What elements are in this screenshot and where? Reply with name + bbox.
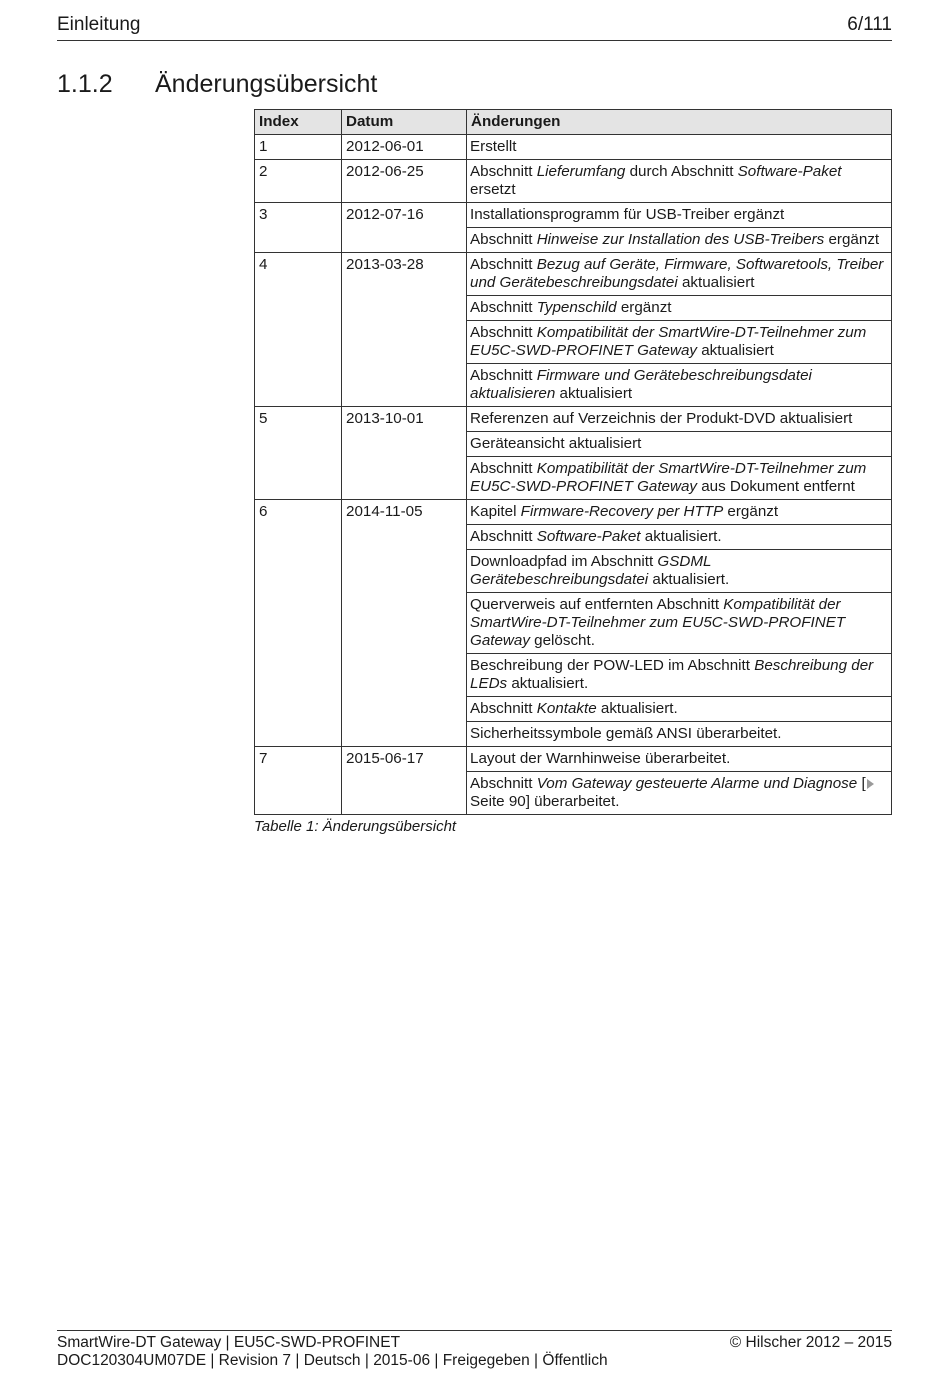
change-cell [467, 654, 892, 697]
change-text: aktualisiert [697, 342, 774, 359]
change-cell [467, 500, 892, 525]
date-cell: 2015-06-17 [342, 747, 467, 815]
change-text: durch Abschnitt [625, 163, 738, 180]
table-row [255, 203, 892, 228]
change-text: Erstellt [470, 138, 517, 155]
index-cell: 3 [255, 203, 342, 253]
section-reference: Lieferumfang [536, 163, 626, 180]
header-date: Datum [342, 110, 467, 135]
change-text: gelöscht. [529, 632, 595, 649]
index-cell: 2 [255, 160, 342, 203]
table-caption: Tabelle 1: Änderungsübersicht [254, 818, 457, 835]
change-text: aus Dokument entfernt [697, 478, 855, 495]
date-cell: 2012-06-01 [342, 135, 467, 160]
change-text: Abschnitt [470, 256, 537, 273]
header-changes: Änderungen [467, 110, 892, 135]
page-header [57, 14, 892, 41]
section-reference: Vom Gateway gesteuerte Alarme und Diagnose [536, 775, 858, 792]
section-reference: GSDML Gerätebeschreibungsdatei [470, 553, 712, 588]
footer-product: SmartWire-DT Gateway | EU5C-SWD-PROFINET [57, 1334, 401, 1351]
table-body [255, 135, 892, 815]
change-text: Geräteansicht aktualisiert [470, 435, 642, 452]
change-cell [467, 525, 892, 550]
table-row [255, 135, 892, 160]
change-text: aktualisiert. [648, 571, 730, 588]
change-text: Abschnitt [470, 231, 537, 248]
change-cell [467, 550, 892, 593]
change-text: Abschnitt [470, 528, 537, 545]
change-text: Abschnitt [470, 460, 537, 477]
change-text: aktualisiert. [640, 528, 722, 545]
section-reference: Beschreibung der LEDs [470, 657, 874, 692]
section-title: Änderungsübersicht [155, 70, 378, 98]
change-text: Downloadpfad im Abschnitt [470, 553, 658, 570]
change-text: Kapitel [470, 503, 521, 520]
date-cell: 2012-07-16 [342, 203, 467, 253]
footer-copyright: © Hilscher 2012 – 2015 [729, 1334, 892, 1351]
section-reference: Firmware und Gerätebeschreibungsdatei aktualisieren [470, 367, 812, 402]
change-cell [467, 203, 892, 228]
change-cell [467, 593, 892, 654]
table-row [255, 253, 892, 296]
index-cell: 6 [255, 500, 342, 747]
section-reference: Kompatibilität der SmartWire-DT-Teilnehmer zum EU5C-SWD-PROFINET Gateway [470, 324, 867, 359]
section-heading [57, 70, 377, 99]
date-cell: 2014-11-05 [342, 500, 467, 747]
change-cell [467, 457, 892, 500]
section-reference: Software-Paket [737, 163, 842, 180]
change-text: aktualisiert. [596, 700, 678, 717]
change-cell [467, 772, 892, 815]
section-reference: Kompatibilität der SmartWire-DT-Teilnehmer zum EU5C-SWD-PROFINET Gateway [470, 596, 846, 649]
change-text: Abschnitt [470, 163, 537, 180]
change-history-table [254, 109, 892, 815]
change-cell [467, 228, 892, 253]
section-reference: Kompatibilität der SmartWire-DT-Teilnehmer zum EU5C-SWD-PROFINET Gateway [470, 460, 867, 495]
change-cell [467, 364, 892, 407]
chapter-title: Einleitung [57, 14, 141, 35]
page-footer [57, 1330, 892, 1370]
date-cell: 2013-03-28 [342, 253, 467, 407]
change-cell [467, 407, 892, 432]
change-text: Beschreibung der POW-LED im Abschnitt [470, 657, 755, 674]
change-text: ergänzt [723, 503, 779, 520]
index-cell: 5 [255, 407, 342, 500]
change-text: Layout der Warnhinweise überarbeitet. [470, 750, 731, 767]
date-cell: 2012-06-25 [342, 160, 467, 203]
change-text: ergänzt [824, 231, 880, 248]
section-reference: Hinweise zur Installation des USB-Treibers [536, 231, 825, 248]
change-text: [ [857, 775, 866, 792]
table-row [255, 500, 892, 525]
change-text: Abschnitt [470, 367, 537, 384]
change-cell [467, 722, 892, 747]
change-text: Referenzen auf Verzeichnis der Produkt-DVD aktualisiert [470, 410, 853, 427]
change-text: Abschnitt [470, 299, 537, 316]
table-row [255, 747, 892, 772]
index-cell: 4 [255, 253, 342, 407]
change-text: ergänzt [616, 299, 672, 316]
cross-reference-arrow-icon[interactable] [867, 779, 874, 789]
page-number: 6/111 [847, 14, 892, 35]
footer-document-info: DOC120304UM07DE | Revision 7 | Deutsch | 2015-06 | Freigegeben | Öffentlich [57, 1352, 608, 1369]
section-reference: Software-Paket [536, 528, 641, 545]
date-cell: 2013-10-01 [342, 407, 467, 500]
section-reference: Typenschild [536, 299, 617, 316]
change-cell [467, 747, 892, 772]
change-text: Abschnitt [470, 324, 537, 341]
change-text: aktualisiert. [507, 675, 589, 692]
change-text: aktualisiert [555, 385, 633, 402]
index-cell: 1 [255, 135, 342, 160]
header-index: Index [255, 110, 342, 135]
change-text: aktualisiert [677, 274, 755, 291]
change-cell [467, 296, 892, 321]
change-cell [467, 135, 892, 160]
section-reference: Bezug auf Geräte, Firmware, Softwaretools, Treiber und Gerätebeschreibungsdatei [470, 256, 884, 291]
change-text: ersetzt [470, 181, 516, 198]
change-text: Sicherheitssymbole gemäß ANSI überarbeitet. [470, 725, 782, 742]
table-row [255, 160, 892, 203]
table-header-row [255, 110, 892, 135]
change-text: Installationsprogramm für USB-Treiber ergänzt [470, 206, 785, 223]
change-cell [467, 160, 892, 203]
change-cell [467, 697, 892, 722]
change-cell [467, 432, 892, 457]
change-cell [467, 253, 892, 296]
section-number: 1.1.2 [57, 70, 113, 98]
section-reference: Kontakte [536, 700, 597, 717]
change-text: Abschnitt [470, 700, 537, 717]
change-text: Querverweis auf entfernten Abschnitt [470, 596, 724, 613]
change-text: Abschnitt [470, 775, 537, 792]
change-text: Seite 90] überarbeitet. [470, 793, 620, 810]
index-cell: 7 [255, 747, 342, 815]
section-reference: Firmware-Recovery per HTTP [520, 503, 724, 520]
table-row [255, 407, 892, 432]
change-cell [467, 321, 892, 364]
